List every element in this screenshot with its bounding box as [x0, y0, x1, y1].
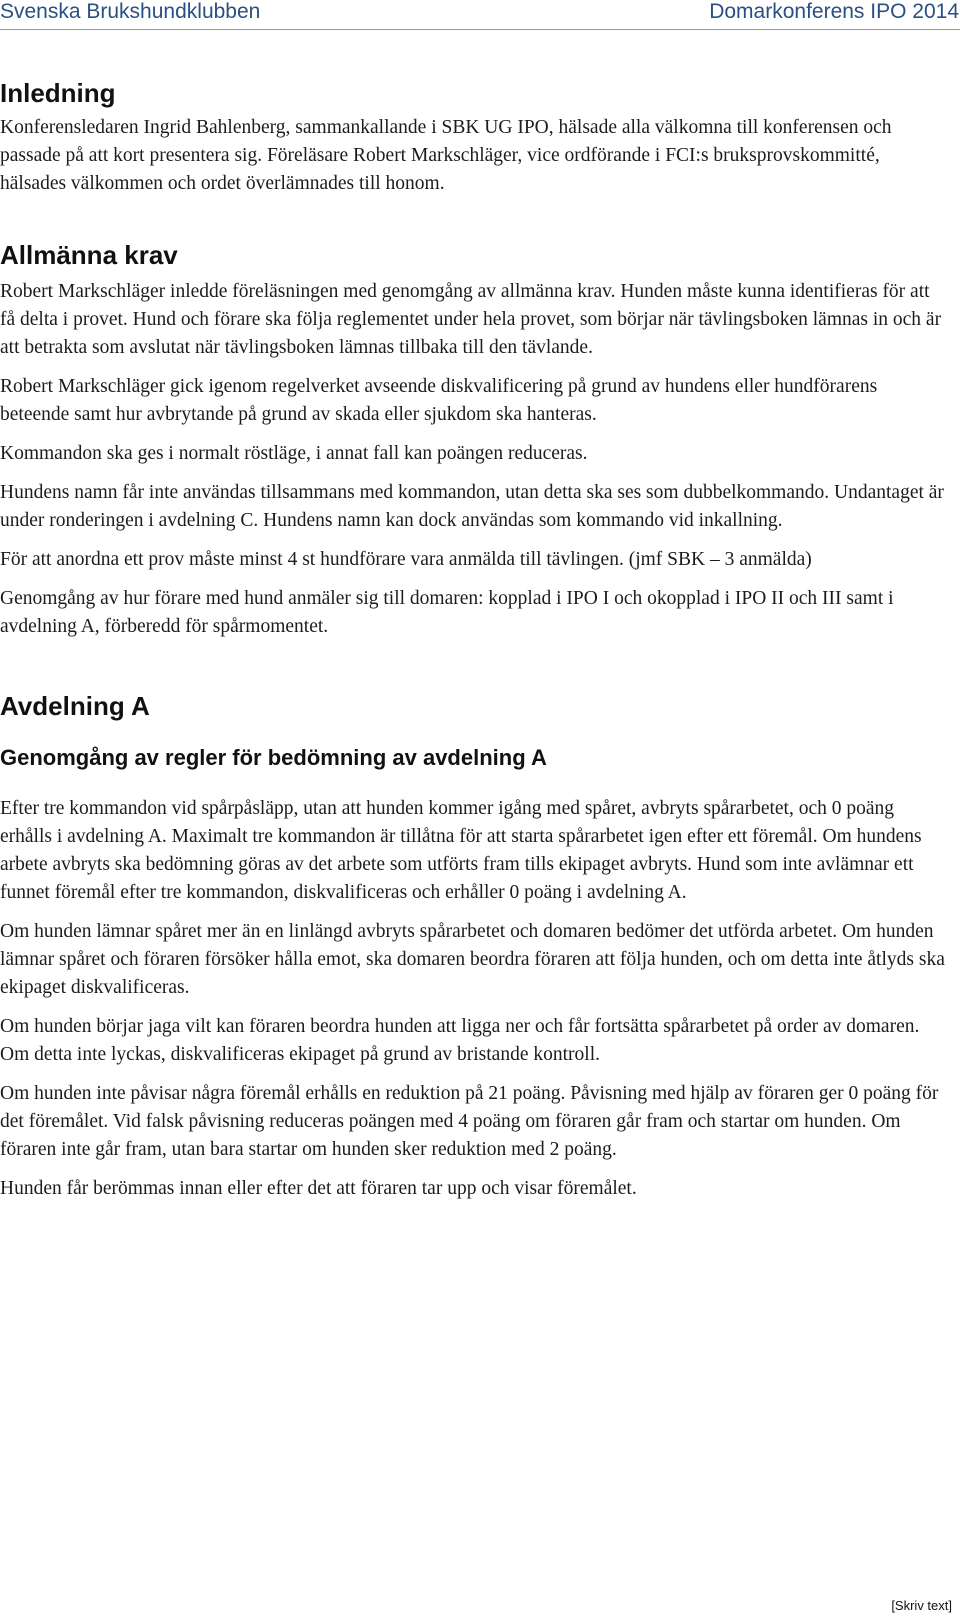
header-organization: Svenska Brukshundklubben	[0, 0, 261, 23]
header-event-title: Domarkonferens IPO 2014	[709, 0, 959, 23]
page-header	[0, 0, 960, 26]
paragraph: Hunden får berömmas innan eller efter det att föraren tar upp och visar föremålet.	[0, 1178, 637, 1199]
paragraph: För att anordna ett prov måste minst 4 st hundförare vara anmälda till tävlingen. (jmf SBK – 3 anmälda)	[0, 549, 812, 570]
header-divider	[0, 29, 960, 30]
paragraph: Efter tre kommandon vid spårpåsläpp, utan att hunden kommer igång med spåret, avbryts spårarbetet, och 0 poäng erhålls i avdelning A. Maximalt tre kommandon är tillåtna för att starta spårarbetet igen efter ett föremål. Om hundens arbete avbryts ska bedömning göras av det arbete som utförts fram tills ekipaget avbryts. Hund som inte avlämnar ett funnet föremål efter tre kommandon, diskvalificeras och erhåller 0 poäng i avdelning A.	[0, 798, 922, 903]
paragraph: Om hunden inte påvisar några föremål erhålls en reduktion på 21 poäng. Påvisning med hjälp av föraren ger 0 poäng för det föremålet. Vid falsk påvisning reduceras poängen med 4 poäng om föraren går fram och startar om hunden. Om föraren inte går fram, utan bara startar om hunden sker reduktion med 2 poäng.	[0, 1083, 939, 1160]
heading-avdelning-a: Avdelning A	[0, 691, 150, 721]
heading-allmanna-krav: Allmänna krav	[0, 240, 178, 270]
paragraph: Konferensledaren Ingrid Bahlenberg, sammankallande i SBK UG IPO, hälsade alla välkomna till konferensen och passade på att kort presentera sig. Föreläsare Robert Markschläger, vice ordförande i FCI:s bruksprovskommitté, hälsades välkommen och ordet överlämnades till honom.	[0, 117, 892, 194]
paragraph: Robert Markschläger gick igenom regelverket avseende diskvalificering på grund av hundens eller hundförarens beteende samt hur avbrytande på grund av skada eller sjukdom ska hanteras.	[0, 376, 878, 425]
paragraph: Om hunden börjar jaga vilt kan föraren beordra hunden att ligga ner och får fortsätta spårarbetet på order av domaren. Om detta inte lyckas, diskvalificeras ekipaget på grund av bristande kontroll.	[0, 1016, 920, 1065]
paragraph: Kommandon ska ges i normalt röstläge, i annat fall kan poängen reduceras.	[0, 443, 588, 464]
paragraph: Om hunden lämnar spåret mer än en linlängd avbryts spårarbetet och domaren bedömer det utförda arbetet. Om hunden lämnar spåret och föraren försöker hålla emot, ska domaren beordra föraren att följa hunden, och om detta inte åtlyds ska ekipaget diskvalificeras.	[0, 921, 945, 998]
footer-placeholder[interactable]: [Skriv text]	[891, 1598, 952, 1613]
document-body	[0, 68, 948, 1214]
paragraph: Robert Markschläger inledde föreläsningen med genomgång av allmänna krav. Hunden måste kunna identifieras för att få delta i provet. Hund och förare ska följa reglementet under hela provet, som börjar när tävlingsboken lämnas in och är att betrakta som avslutat när tävlingsboken lämnas tillbaka till den tävlande.	[0, 281, 942, 358]
paragraph: Hundens namn får inte användas tillsammans med kommandon, utan detta ska ses som dubbelkommando. Undantaget är under ronderingen i avdelning C. Hundens namn kan dock användas som kommando vid inkallning.	[0, 482, 944, 531]
subheading-bedomning: Genomgång av regler för bedömning av avdelning A	[0, 745, 547, 770]
heading-inledning: Inledning	[0, 78, 116, 108]
paragraph: Genomgång av hur förare med hund anmäler sig till domaren: kopplad i IPO I och okopplad i IPO II och III samt i avdelning A, förberedd för spårmomentet.	[0, 588, 894, 637]
